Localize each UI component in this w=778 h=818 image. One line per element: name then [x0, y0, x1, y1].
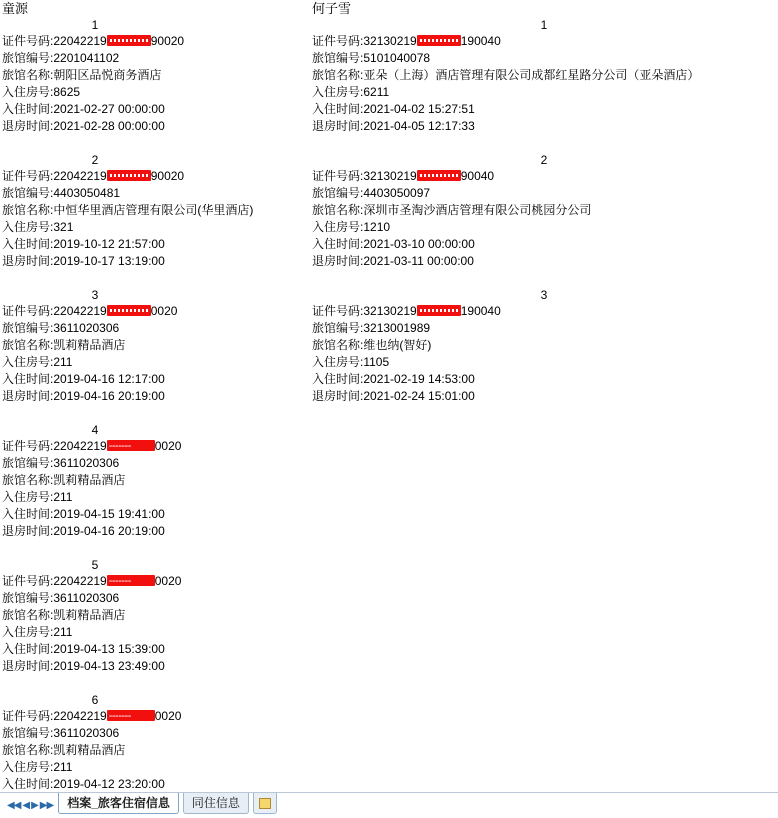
label-checkout-time: 退房时间:	[2, 659, 54, 673]
id-number-prefix: 32130219	[363, 304, 417, 318]
sheet-nav-buttons[interactable]	[0, 793, 58, 818]
row-checkin-time	[310, 236, 778, 253]
last-sheet-icon[interactable]: ▶▶	[39, 800, 54, 811]
label-room-number: 入住房号:	[2, 490, 54, 504]
row-checkin-time	[310, 101, 778, 118]
row-checkin-time	[310, 371, 778, 388]
id-number-suffix: 90040	[460, 169, 495, 183]
label-room-number: 入住房号:	[2, 220, 54, 234]
stay-record	[0, 152, 310, 287]
value-hotel-code: 3611020306	[53, 726, 120, 740]
row-checkout-time	[0, 388, 310, 405]
label-hotel-code: 旅馆编号:	[2, 726, 54, 740]
id-number-suffix: 90020	[150, 169, 185, 183]
value-checkout-time: 2021-02-24 15:01:00	[363, 389, 475, 403]
label-hotel-name: 旅馆名称:	[312, 68, 364, 82]
row-id-number	[310, 33, 778, 50]
row-id-number	[0, 573, 310, 590]
value-hotel-code: 3611020306	[53, 591, 120, 605]
row-checkin-time	[0, 641, 310, 658]
label-id-number: 证件号码:	[2, 304, 54, 318]
row-checkout-time	[310, 253, 778, 270]
id-number-suffix: 190040	[460, 34, 501, 48]
value-hotel-code: 3611020306	[53, 321, 120, 335]
id-number-suffix: 0020	[154, 439, 182, 453]
value-hotel-name: 深圳市圣淘沙酒店管理有限公司桃园分公司	[363, 203, 592, 217]
id-number-suffix: 90020	[150, 34, 185, 48]
label-hotel-name: 旅馆名称:	[2, 68, 54, 82]
label-checkin-time: 入住时间:	[312, 372, 364, 386]
value-hotel-name: 亚朵（上海）酒店管理有限公司成都红星路分公司（亚朵酒店）	[363, 68, 700, 82]
label-id-number: 证件号码:	[2, 574, 54, 588]
record-index: 4	[91, 423, 99, 437]
redaction-bar-icon	[107, 575, 155, 586]
label-room-number: 入住房号:	[2, 760, 54, 774]
label-checkout-time: 退房时间:	[2, 254, 54, 268]
stay-record	[0, 692, 310, 792]
row-id-number	[0, 168, 310, 185]
label-room-number: 入住房号:	[2, 355, 54, 369]
record-list-right	[310, 17, 778, 422]
value-checkin-time: 2019-04-12 23:20:00	[53, 777, 165, 791]
id-number-suffix: 0020	[154, 574, 182, 588]
stay-record	[310, 17, 778, 152]
id-number-prefix: 22042219	[53, 304, 107, 318]
redaction-bar-icon	[417, 170, 461, 181]
value-room-number: 211	[53, 490, 73, 504]
redaction-bar-icon	[107, 710, 155, 721]
label-room-number: 入住房号:	[312, 220, 364, 234]
row-room-number	[0, 219, 310, 236]
value-checkin-time: 2019-04-13 15:39:00	[53, 642, 165, 656]
row-hotel-name	[0, 472, 310, 489]
row-room-number	[0, 84, 310, 101]
label-hotel-name: 旅馆名称:	[2, 338, 54, 352]
label-id-number: 证件号码:	[2, 439, 54, 453]
value-checkin-time: 2021-03-10 00:00:00	[363, 237, 475, 251]
redaction-bar-icon	[107, 440, 155, 451]
label-checkout-time: 退房时间:	[312, 389, 364, 403]
label-hotel-code: 旅馆编号:	[2, 456, 54, 470]
row-hotel-name	[310, 202, 778, 219]
record-spacer	[0, 405, 310, 422]
record-index: 5	[91, 558, 99, 572]
next-sheet-icon[interactable]: ▶	[31, 800, 38, 811]
row-hotel-code	[310, 185, 778, 202]
row-checkin-time	[0, 776, 310, 792]
record-spacer	[0, 675, 310, 692]
redaction-bar-icon	[107, 305, 151, 316]
person-name-right: 何子雪	[312, 1, 352, 16]
person-name-left: 童源	[2, 1, 29, 16]
row-room-number	[310, 219, 778, 236]
value-checkin-time: 2019-04-16 12:17:00	[53, 372, 165, 386]
label-checkout-time: 退房时间:	[312, 254, 364, 268]
redaction-bar-icon	[107, 170, 151, 181]
row-hotel-code	[0, 320, 310, 337]
row-hotel-name	[0, 337, 310, 354]
row-room-number	[0, 489, 310, 506]
value-checkin-time: 2019-04-15 19:41:00	[53, 507, 165, 521]
label-id-number: 证件号码:	[2, 709, 54, 723]
row-room-number	[0, 624, 310, 641]
row-hotel-code	[310, 50, 778, 67]
label-hotel-name: 旅馆名称:	[2, 473, 54, 487]
row-checkin-time	[0, 371, 310, 388]
row-hotel-code	[0, 185, 310, 202]
row-hotel-name	[310, 67, 778, 84]
label-checkout-time: 退房时间:	[2, 524, 54, 538]
id-number-prefix: 22042219	[53, 439, 107, 453]
value-checkout-time: 2021-03-11 00:00:00	[363, 254, 474, 268]
value-room-number: 8625	[53, 85, 81, 99]
row-checkin-time	[0, 236, 310, 253]
id-number-prefix: 32130219	[363, 169, 417, 183]
row-room-number	[0, 354, 310, 371]
record-spacer	[310, 270, 778, 287]
id-number-suffix: 0020	[150, 304, 178, 318]
row-room-number	[310, 354, 778, 371]
prev-sheet-icon[interactable]: ◀	[22, 800, 30, 811]
sheet-tab-bar	[0, 792, 778, 818]
redaction-bar-icon	[417, 305, 461, 316]
record-index: 1	[91, 18, 99, 32]
id-number-suffix: 190040	[460, 304, 501, 318]
id-number-suffix: 0020	[154, 709, 182, 723]
value-hotel-name: 凯莉精品酒店	[53, 473, 126, 487]
row-hotel-name	[0, 607, 310, 624]
row-hotel-name	[0, 742, 310, 759]
stay-record	[310, 152, 778, 287]
stay-record	[0, 17, 310, 152]
row-hotel-code	[310, 320, 778, 337]
label-id-number: 证件号码:	[2, 34, 54, 48]
row-checkout-time	[0, 253, 310, 270]
label-id-number: 证件号码:	[312, 169, 364, 183]
label-hotel-code: 旅馆编号:	[312, 186, 364, 200]
label-hotel-code: 旅馆编号:	[2, 186, 54, 200]
row-checkout-time	[0, 523, 310, 540]
value-hotel-code: 3213001989	[363, 321, 431, 335]
label-checkin-time: 入住时间:	[2, 237, 54, 251]
row-checkin-time	[0, 506, 310, 523]
stay-record	[310, 287, 778, 422]
value-checkin-time: 2019-10-12 21:57:00	[53, 237, 165, 251]
first-sheet-icon[interactable]: ◀◀	[7, 800, 21, 811]
sheet-tab-archive-guest-stay[interactable]: 档案_旅客住宿信息	[58, 793, 179, 814]
record-spacer	[310, 135, 778, 152]
value-hotel-name: 中恒华里酒店管理有限公司(华里酒店)	[53, 203, 254, 217]
row-checkout-time	[310, 118, 778, 135]
value-hotel-code: 4403050097	[363, 186, 431, 200]
row-checkout-time	[0, 118, 310, 135]
row-id-number	[0, 708, 310, 725]
label-checkin-time: 入住时间:	[2, 642, 54, 656]
value-room-number: 211	[53, 760, 73, 774]
redaction-bar-icon	[107, 35, 151, 46]
row-room-number	[0, 759, 310, 776]
label-checkin-time: 入住时间:	[2, 777, 54, 791]
row-hotel-code	[0, 590, 310, 607]
value-room-number: 1105	[363, 355, 390, 369]
value-room-number: 6211	[363, 85, 390, 99]
row-id-number	[310, 168, 778, 185]
label-checkin-time: 入住时间:	[2, 102, 54, 116]
label-room-number: 入住房号:	[2, 625, 54, 639]
value-checkout-time: 2019-10-17 13:19:00	[53, 254, 165, 268]
value-checkout-time: 2021-04-05 12:17:33	[363, 119, 475, 133]
id-number-prefix: 32130219	[363, 34, 417, 48]
id-number-prefix: 22042219	[53, 34, 107, 48]
value-hotel-code: 5101040078	[363, 51, 431, 65]
label-checkout-time: 退房时间:	[312, 119, 364, 133]
stay-record	[0, 287, 310, 422]
value-room-number: 211	[53, 355, 73, 369]
value-checkout-time: 2019-04-16 20:19:00	[53, 524, 165, 538]
record-list-left	[0, 17, 310, 792]
label-hotel-code: 旅馆编号:	[2, 321, 54, 335]
record-index: 1	[540, 18, 548, 32]
stay-record	[0, 422, 310, 557]
stay-record	[0, 557, 310, 692]
value-room-number: 211	[53, 625, 73, 639]
row-id-number	[310, 303, 778, 320]
label-room-number: 入住房号:	[312, 355, 364, 369]
id-number-prefix: 22042219	[53, 574, 107, 588]
label-hotel-code: 旅馆编号:	[2, 51, 54, 65]
row-checkout-time	[310, 388, 778, 405]
value-hotel-name: 维也纳(智好)	[363, 338, 432, 352]
value-checkout-time: 2021-02-28 00:00:00	[53, 119, 165, 133]
row-hotel-code	[0, 455, 310, 472]
value-hotel-code: 3611020306	[53, 456, 120, 470]
row-hotel-name	[310, 337, 778, 354]
value-hotel-name: 凯莉精品酒店	[53, 338, 126, 352]
row-id-number	[0, 303, 310, 320]
value-checkin-time: 2021-02-27 00:00:00	[53, 102, 165, 116]
label-checkin-time: 入住时间:	[312, 237, 364, 251]
record-index: 2	[540, 153, 548, 167]
record-index: 3	[91, 288, 99, 302]
row-hotel-code	[0, 50, 310, 67]
redaction-bar-icon	[417, 35, 461, 46]
add-sheet-icon[interactable]	[253, 793, 277, 814]
row-id-number	[0, 33, 310, 50]
record-spacer	[310, 405, 778, 422]
label-room-number: 入住房号:	[2, 85, 54, 99]
id-number-prefix: 22042219	[53, 709, 107, 723]
value-checkin-time: 2021-02-19 14:53:00	[363, 372, 475, 386]
row-id-number	[0, 438, 310, 455]
record-index: 6	[91, 693, 99, 707]
record-spacer	[0, 270, 310, 287]
value-hotel-code: 4403050481	[53, 186, 121, 200]
record-index: 2	[91, 153, 99, 167]
label-checkin-time: 入住时间:	[2, 507, 54, 521]
value-checkout-time: 2019-04-16 20:19:00	[53, 389, 165, 403]
label-hotel-name: 旅馆名称:	[2, 203, 54, 217]
label-id-number: 证件号码:	[312, 304, 364, 318]
sheet-tab-cohabitation[interactable]: 同住信息	[183, 793, 249, 814]
label-checkout-time: 退房时间:	[2, 389, 54, 403]
column-left	[0, 0, 310, 792]
record-spacer	[0, 540, 310, 557]
label-hotel-name: 旅馆名称:	[2, 608, 54, 622]
label-hotel-code: 旅馆编号:	[2, 591, 54, 605]
record-index: 3	[540, 288, 548, 302]
label-hotel-code: 旅馆编号:	[312, 51, 364, 65]
value-checkout-time: 2019-04-13 23:49:00	[53, 659, 165, 673]
row-checkin-time	[0, 101, 310, 118]
row-hotel-code	[0, 725, 310, 742]
row-hotel-name	[0, 67, 310, 84]
row-checkout-time	[0, 658, 310, 675]
value-room-number: 321	[53, 220, 74, 234]
record-spacer	[0, 135, 310, 152]
row-room-number	[310, 84, 778, 101]
value-hotel-name: 朝阳区品悦商务酒店	[53, 68, 162, 82]
label-hotel-name: 旅馆名称:	[312, 338, 364, 352]
value-hotel-code: 2201041102	[53, 51, 120, 65]
label-hotel-name: 旅馆名称:	[2, 743, 54, 757]
label-checkin-time: 入住时间:	[312, 102, 364, 116]
id-number-prefix: 22042219	[53, 169, 107, 183]
column-right	[310, 0, 778, 422]
value-checkin-time: 2021-04-02 15:27:51	[363, 102, 475, 116]
label-hotel-code: 旅馆编号:	[312, 321, 364, 335]
value-hotel-name: 凯莉精品酒店	[53, 608, 126, 622]
label-hotel-name: 旅馆名称:	[312, 203, 364, 217]
label-id-number: 证件号码:	[312, 34, 364, 48]
value-hotel-name: 凯莉精品酒店	[53, 743, 126, 757]
label-checkout-time: 退房时间:	[2, 119, 54, 133]
value-room-number: 1210	[363, 220, 391, 234]
label-id-number: 证件号码:	[2, 169, 54, 183]
label-room-number: 入住房号:	[312, 85, 364, 99]
row-hotel-name	[0, 202, 310, 219]
label-checkin-time: 入住时间:	[2, 372, 54, 386]
